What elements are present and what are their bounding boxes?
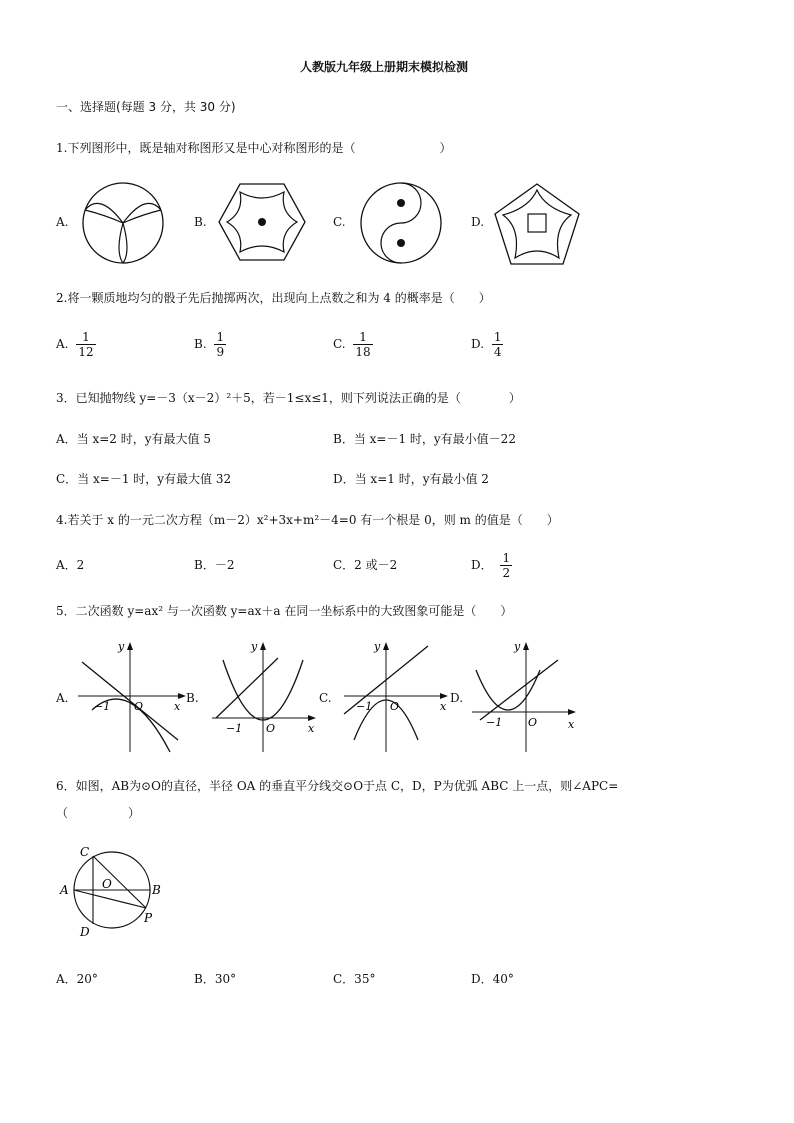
q6-option-a: A．20° xyxy=(56,972,98,986)
q1-figure-b xyxy=(218,182,306,262)
q6-label-p: P xyxy=(144,911,153,925)
q5a-origin-label: O xyxy=(134,700,144,713)
q2-option-a-label: A. xyxy=(56,337,69,351)
q2-option-a-fraction: $\frac{1}{12}$ xyxy=(78,330,94,359)
question-5-text: 5．二次函数 y=ax² 与一次函数 y=ax＋a 在同一坐标系中的大致图象可能是（ ） xyxy=(56,604,513,618)
q4-option-d-label: D． xyxy=(471,558,493,572)
q5a-neg1-label: −1 xyxy=(94,700,111,713)
q3-option-b: B．当 x=－1 时，y有最小值－22 xyxy=(333,432,516,446)
q4-option-c: C．2 或－2 xyxy=(333,558,398,572)
q2-option-d xyxy=(471,330,503,359)
q3-option-a: A．当 x=2 时，y有最大值 5 xyxy=(56,432,211,446)
q5b-x-label: x xyxy=(308,722,315,735)
q1-option-c-label: C. xyxy=(333,215,346,229)
q5-graph-d xyxy=(468,640,583,755)
question-6-text: 6．如图，AB为⊙O的直径，半径 OA 的垂直平分线交⊙O于点 C，D，P为优弧 ABC 上一点，则∠APC= xyxy=(56,779,619,793)
question-2-text: 2.将一颗质地均匀的骰子先后抛掷两次，出现向上点数之和为 4 的概率是（ ） xyxy=(56,291,491,305)
q5b-origin-label: O xyxy=(266,722,276,735)
q5-graph-b xyxy=(208,640,323,755)
section-heading: 一、选择题(每题 3 分，共 30 分) xyxy=(56,100,236,114)
q5-graph-a xyxy=(70,640,190,755)
q2-option-a xyxy=(56,330,96,359)
q3-option-c: C．当 x=－1 时，y有最大值 32 xyxy=(56,472,232,486)
q5a-x-label: x xyxy=(174,700,181,713)
q4-option-a: A．2 xyxy=(56,558,85,572)
q1-option-b-label: B. xyxy=(194,215,207,229)
q2-option-d-label: D. xyxy=(471,337,485,351)
q6-circle-diagram xyxy=(56,842,166,942)
q6-option-d: D．40° xyxy=(471,972,514,986)
q5-option-b-label: B. xyxy=(186,691,199,705)
q6-label-d: D xyxy=(80,925,90,939)
q5-option-a-label: A. xyxy=(56,691,69,705)
q5c-y-label: y xyxy=(374,640,381,653)
q6-label-b: B xyxy=(152,883,161,897)
question-3-text: 3．已知抛物线 y=－3（x－2）²＋5，若－1≤x≤1，则下列说法正确的是（ ） xyxy=(56,391,521,405)
q5b-y-label: y xyxy=(251,640,258,653)
q2-option-b xyxy=(194,330,226,359)
q5d-x-label: x xyxy=(568,718,575,731)
q6-label-a: A xyxy=(60,883,69,897)
q4-option-d-fraction: $\frac{1}{2}$ xyxy=(502,551,511,580)
q2-option-b-label: B. xyxy=(194,337,207,351)
q6-label-o: O xyxy=(102,877,112,891)
question-1-text: 1.下列图形中，既是轴对称图形又是中心对称图形的是（ ） xyxy=(56,141,452,155)
q2-option-c-label: C. xyxy=(333,337,346,351)
q1-figure-d xyxy=(493,182,581,266)
q1-figure-c xyxy=(358,180,444,266)
q1-option-d-label: D. xyxy=(471,215,485,229)
q1-figure-a xyxy=(80,180,166,266)
q3-option-d: D．当 x=1 时，y有最小值 2 xyxy=(333,472,489,486)
q4-option-b: B．－2 xyxy=(194,558,235,572)
q6-option-c: C．35° xyxy=(333,972,376,986)
question-6-paren: （ ） xyxy=(56,806,141,820)
page-title: 人教版九年级上册期末模拟检测 xyxy=(300,60,469,74)
q2-option-c-fraction: $\frac{1}{18}$ xyxy=(355,330,371,359)
q5c-origin-label: O xyxy=(390,700,400,713)
q2-option-b-fraction: $\frac{1}{9}$ xyxy=(216,330,225,359)
q6-option-b: B．30° xyxy=(194,972,237,986)
question-4-text: 4.若关于 x 的一元二次方程（m－2）x²+3x+m²－4=0 有一个根是 0，则 m 的值是（ ） xyxy=(56,513,559,527)
q5d-origin-label: O xyxy=(528,716,538,729)
q5-graph-c xyxy=(340,640,455,755)
q1-option-a-label: A. xyxy=(56,215,69,229)
q2-option-c xyxy=(333,330,373,359)
q5c-neg1-label: −1 xyxy=(356,700,373,713)
q5b-neg1-label: −1 xyxy=(226,722,243,735)
q5-option-c-label: C. xyxy=(319,691,332,705)
q5-option-d-label: D. xyxy=(450,691,464,705)
q5d-neg1-label: −1 xyxy=(486,716,503,729)
q5c-x-label: x xyxy=(440,700,447,713)
q6-label-c: C xyxy=(80,845,90,859)
q5a-y-label: y xyxy=(118,640,125,653)
q5d-y-label: y xyxy=(514,640,521,653)
q4-option-d xyxy=(471,551,512,580)
q2-option-d-fraction: $\frac{1}{4}$ xyxy=(493,330,502,359)
